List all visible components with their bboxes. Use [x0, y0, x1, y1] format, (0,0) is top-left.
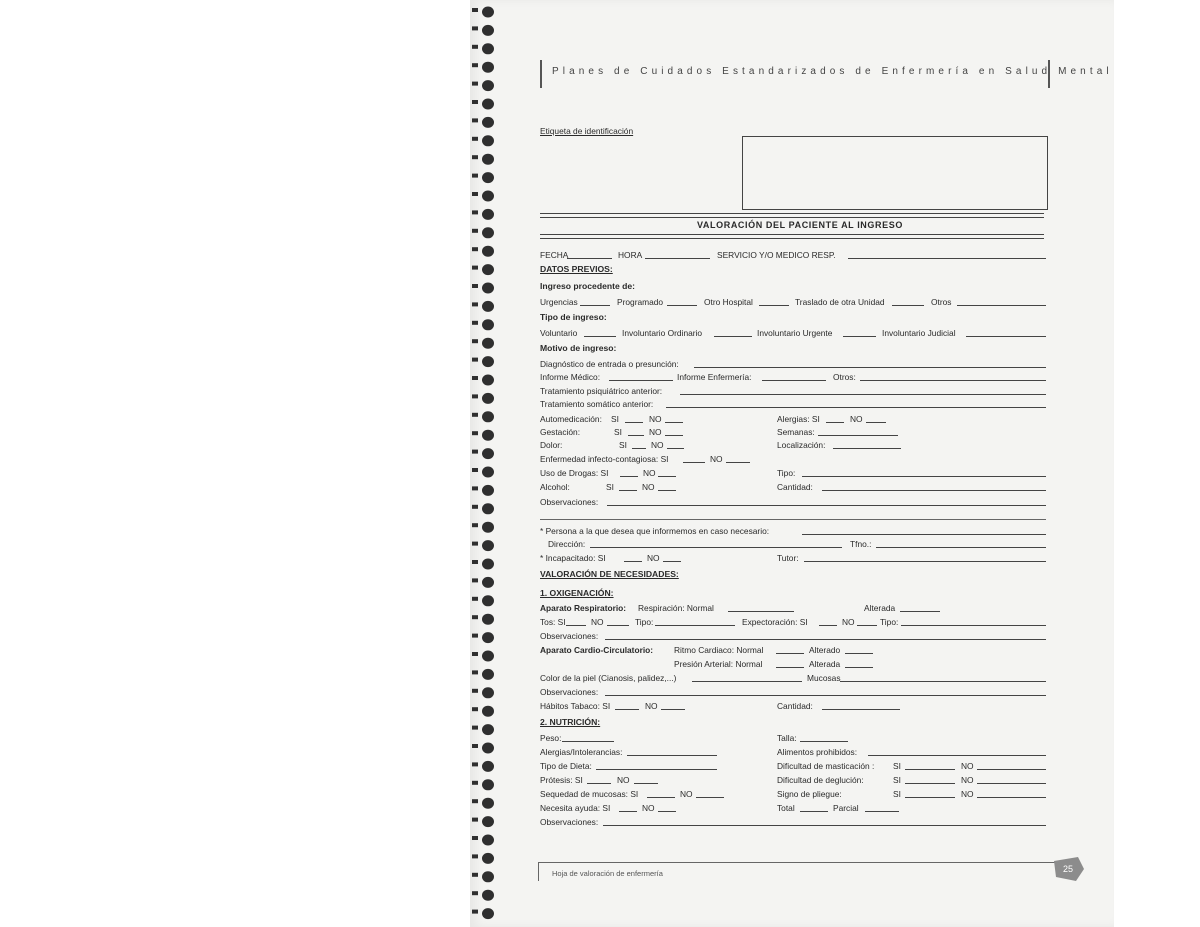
binding-hole — [472, 376, 478, 380]
dolor-label: Dolor: — [540, 440, 563, 450]
binding-ring — [482, 43, 494, 54]
binding-hole — [472, 781, 478, 785]
binding-ring — [482, 779, 494, 790]
motivo-ingreso-heading: Motivo de ingreso: — [540, 343, 617, 353]
binding-ring — [482, 448, 494, 459]
respiracion-normal-field[interactable] — [728, 611, 794, 612]
binding-ring — [482, 393, 494, 404]
dolor-si-label: SI — [619, 440, 627, 450]
binding-hole — [472, 615, 478, 619]
binding-hole — [472, 450, 478, 454]
binding-hole — [472, 836, 478, 840]
enf-infecto-no-field[interactable] — [726, 462, 750, 463]
binding-ring — [482, 246, 494, 257]
hora-field[interactable] — [645, 258, 710, 259]
tipo-dieta-label: Tipo de Dieta: — [540, 761, 592, 771]
binding-hole — [472, 744, 478, 748]
expectoracion-si-field[interactable] — [819, 625, 837, 626]
binding-ring — [482, 227, 494, 238]
involuntario-urgente-field[interactable] — [843, 336, 876, 337]
otros-informe-label: Otros: — [833, 372, 856, 382]
involuntario-judicial-field[interactable] — [966, 336, 1046, 337]
semanas-field[interactable] — [818, 435, 898, 436]
binding-hole — [472, 8, 478, 12]
expectoracion-tipo-label: Tipo: — [880, 617, 899, 627]
observaciones-label: Observaciones: — [540, 497, 599, 507]
binding-hole — [472, 100, 478, 104]
binding-hole — [472, 394, 478, 398]
persona-field[interactable] — [802, 534, 1046, 535]
alergias-intolerancias-label: Alergias/Intolerancias: — [540, 747, 623, 757]
alcohol-si-field[interactable] — [619, 490, 637, 491]
expectoracion-label: Expectoración: SI — [742, 617, 808, 627]
binding-hole — [472, 486, 478, 490]
presion-normal-field[interactable] — [776, 667, 804, 668]
incapacitado-no-label: NO — [647, 553, 660, 563]
informe-enfermeria-field[interactable] — [762, 380, 826, 381]
binding-ring — [482, 319, 494, 330]
binding-hole — [472, 413, 478, 417]
binding-ring — [482, 62, 494, 73]
binding-ring — [482, 724, 494, 735]
binding-ring — [482, 80, 494, 91]
binding-ring — [482, 559, 494, 570]
binding-hole — [472, 597, 478, 601]
uso-drogas-no-label: NO — [643, 468, 656, 478]
uso-drogas-si-field[interactable] — [620, 476, 638, 477]
binding-hole — [472, 707, 478, 711]
oxigenacion-obs2-field[interactable] — [605, 695, 1046, 696]
expectoracion-no-field[interactable] — [857, 625, 877, 626]
deglucion-label: Dificultad de deglución: — [777, 775, 864, 785]
binding-ring — [482, 172, 494, 183]
header-title: Planes de Cuidados Estandarizados de Enfermería en Salud Mental — [552, 66, 1113, 77]
binding-hole — [472, 560, 478, 564]
pliegue-no-label: NO — [961, 789, 974, 799]
binding-ring — [482, 117, 494, 128]
binding-hole — [472, 302, 478, 306]
binding-hole — [472, 523, 478, 527]
header-banner — [540, 60, 1113, 88]
tabaco-cantidad-label: Cantidad: — [777, 701, 813, 711]
alcohol-label: Alcohol: — [540, 482, 570, 492]
masticacion-si-label: SI — [893, 761, 901, 771]
binding-ring — [482, 264, 494, 275]
dolor-no-field[interactable] — [667, 448, 684, 449]
dolor-si-field[interactable] — [632, 448, 646, 449]
binding-ring — [482, 798, 494, 809]
gestacion-si-label: SI — [614, 427, 622, 437]
fecha-field[interactable] — [567, 258, 612, 259]
enf-infecto-label: Enfermedad infecto-contagiosa: SI — [540, 454, 669, 464]
programado-field[interactable] — [667, 305, 697, 306]
gestacion-si-field[interactable] — [628, 435, 644, 436]
trat-som-field[interactable] — [666, 407, 1046, 408]
enf-infecto-no-label: NO — [710, 454, 723, 464]
total-label: Total — [777, 803, 795, 813]
automedicacion-si-field[interactable] — [625, 422, 643, 423]
binding-ring — [482, 25, 494, 36]
binding-ring — [482, 651, 494, 662]
binding-hole — [472, 266, 478, 270]
divider-top — [540, 213, 1044, 218]
oxigenacion-obs2-label: Observaciones: — [540, 687, 599, 697]
nutricion-obs-field[interactable] — [603, 825, 1046, 826]
involuntario-ordinario-label: Involuntario Ordinario — [622, 328, 703, 338]
oxigenacion-obs-label: Observaciones: — [540, 631, 599, 641]
cantidad-alcohol-field[interactable] — [822, 490, 1046, 491]
ritmo-alterado-label: Alterado — [809, 645, 841, 655]
automedicacion-si-label: SI — [611, 414, 619, 424]
programado-label: Programado — [617, 297, 664, 307]
binding-hole — [472, 762, 478, 766]
expectoracion-no-label: NO — [842, 617, 855, 627]
automedicacion-no-field[interactable] — [665, 422, 683, 423]
binding-hole — [472, 339, 478, 343]
binding-hole — [472, 726, 478, 730]
tipo-drogas-label: Tipo: — [777, 468, 796, 478]
binding-ring — [482, 154, 494, 165]
informe-medico-field[interactable] — [609, 380, 673, 381]
direccion-label: Dirección: — [548, 539, 586, 549]
cantidad-alcohol-label: Cantidad: — [777, 482, 813, 492]
masticacion-no-field[interactable] — [977, 769, 1046, 770]
pliegue-si-field[interactable] — [905, 797, 955, 798]
ayuda-label: Necesita ayuda: SI — [540, 803, 611, 813]
binding-hole — [472, 873, 478, 877]
binding-ring — [482, 338, 494, 349]
tabaco-si-field[interactable] — [615, 709, 639, 710]
informe-enfermeria-label: Informe Enfermería: — [677, 372, 752, 382]
binding-hole — [472, 431, 478, 435]
tipo-drogas-field[interactable] — [802, 476, 1046, 477]
binding-hole — [472, 818, 478, 822]
voluntario-field[interactable] — [584, 336, 616, 337]
sequedad-label: Sequedad de mucosas: SI — [540, 789, 639, 799]
binding-ring — [482, 411, 494, 422]
alergias-no-field[interactable] — [866, 422, 886, 423]
persona-label: * Persona a la que desea que informemos en caso necesario: — [540, 526, 770, 536]
gestacion-no-field[interactable] — [665, 435, 683, 436]
nutricion-heading: 2. NUTRICIÓN: — [540, 717, 601, 727]
binding-ring — [482, 191, 494, 202]
oxigenacion-heading: 1. OXIGENACIÓN: — [540, 588, 614, 598]
otro-hospital-label: Otro Hospital — [704, 297, 753, 307]
binding-ring — [482, 540, 494, 551]
binding-hole — [472, 652, 478, 656]
binding-ring — [482, 375, 494, 386]
binding-ring — [482, 485, 494, 496]
urgencias-label: Urgencias — [540, 297, 578, 307]
alergias-no-label: NO — [850, 414, 863, 424]
binding-hole — [472, 578, 478, 582]
tipo-ingreso-heading: Tipo de ingreso: — [540, 312, 607, 322]
presion-alterada-field[interactable] — [845, 667, 873, 668]
localizacion-label: Localización: — [777, 440, 826, 450]
uso-drogas-label: Uso de Drogas: SI — [540, 468, 609, 478]
alergias-si-field[interactable] — [826, 422, 844, 423]
otros-field[interactable] — [957, 305, 1046, 306]
masticacion-no-label: NO — [961, 761, 974, 771]
binding-ring — [482, 99, 494, 110]
deglucion-si-label: SI — [893, 775, 901, 785]
binding-hole — [472, 192, 478, 196]
diagnostico-label: Diagnóstico de entrada o presunción: — [540, 359, 679, 369]
spiral-binding — [470, 0, 498, 927]
protesis-no-label: NO — [617, 775, 630, 785]
oxigenacion-obs-field[interactable] — [605, 639, 1046, 640]
datos-previos-heading: DATOS PREVIOS: — [540, 264, 613, 274]
automedicacion-no-label: NO — [649, 414, 662, 424]
binding-ring — [482, 761, 494, 772]
respiracion-normal-label: Respiración: Normal — [638, 603, 714, 613]
binding-hole — [472, 505, 478, 509]
servicio-label: SERVICIO Y/O MEDICO RESP. — [717, 250, 836, 260]
binding-ring — [482, 356, 494, 367]
binding-hole — [472, 670, 478, 674]
page-number-badge — [1052, 855, 1086, 883]
otro-hospital-field[interactable] — [759, 305, 789, 306]
binding-hole — [472, 118, 478, 122]
binding-hole — [472, 321, 478, 325]
localizacion-field[interactable] — [833, 448, 901, 449]
sequedad-no-field[interactable] — [696, 797, 724, 798]
color-piel-field[interactable] — [692, 681, 802, 682]
dolor-no-label: NO — [651, 440, 664, 450]
talla-label: Talla: — [777, 733, 797, 743]
observaciones-field[interactable] — [607, 505, 1046, 506]
enf-infecto-si-field[interactable] — [683, 462, 705, 463]
expectoracion-tipo-field[interactable] — [901, 625, 1046, 626]
binding-hole — [472, 229, 478, 233]
page-number: 25 — [1062, 864, 1074, 874]
mucosas-field[interactable] — [840, 681, 1046, 682]
binding-ring — [482, 430, 494, 441]
presion-alterada-label: Alterada — [809, 659, 841, 669]
tabaco-no-label: NO — [645, 701, 658, 711]
parcial-field[interactable] — [865, 811, 899, 812]
binding-hole — [472, 891, 478, 895]
binding-hole — [472, 174, 478, 178]
protesis-no-field[interactable] — [634, 783, 658, 784]
servicio-field[interactable] — [848, 258, 1046, 259]
tos-tipo-field[interactable] — [655, 625, 735, 626]
deglucion-no-label: NO — [961, 775, 974, 785]
otros-informe-field[interactable] — [860, 380, 1046, 381]
binding-hole — [472, 155, 478, 159]
incapacitado-label: * Incapacitado: SI — [540, 553, 606, 563]
hora-label: HORA — [618, 250, 643, 260]
incapacitado-no-field[interactable] — [663, 561, 681, 562]
gestacion-no-label: NO — [649, 427, 662, 437]
tos-no-label: NO — [591, 617, 604, 627]
peso-field[interactable] — [562, 741, 614, 742]
trat-psiq-label: Tratamiento psiquiátrico anterior: — [540, 386, 663, 396]
binding-ring — [482, 577, 494, 588]
ayuda-no-label: NO — [642, 803, 655, 813]
protesis-label: Prótesis: SI — [540, 775, 583, 785]
pliegue-label: Signo de pliegue: — [777, 789, 842, 799]
nutricion-obs-label: Observaciones: — [540, 817, 599, 827]
deglucion-si-field[interactable] — [905, 783, 955, 784]
binding-hole — [472, 45, 478, 49]
gestacion-label: Gestación: — [540, 427, 581, 437]
alimentos-prohibidos-field[interactable] — [868, 755, 1046, 756]
binding-ring — [482, 135, 494, 146]
urgencias-field[interactable] — [580, 305, 610, 306]
binding-hole — [472, 82, 478, 86]
fecha-label: FECHA — [540, 250, 569, 260]
total-field[interactable] — [800, 811, 828, 812]
protesis-si-field[interactable] — [587, 783, 611, 784]
masticacion-label: Dificultad de masticación : — [777, 761, 875, 771]
binding-ring — [482, 632, 494, 643]
binding-hole — [472, 284, 478, 288]
sequedad-si-field[interactable] — [647, 797, 675, 798]
traslado-field[interactable] — [892, 305, 924, 306]
binding-ring — [482, 871, 494, 882]
footer-text: Hoja de valoración de enfermería — [552, 869, 663, 878]
informe-medico-label: Informe Médico: — [540, 372, 601, 382]
tos-label: Tos: SI — [540, 617, 566, 627]
alimentos-prohibidos-label: Alimentos prohibidos: — [777, 747, 858, 757]
tabaco-no-field[interactable] — [661, 709, 685, 710]
involuntario-urgente-label: Involuntario Urgente — [757, 328, 833, 338]
uso-drogas-no-field[interactable] — [658, 476, 676, 477]
binding-ring — [482, 614, 494, 625]
masticacion-si-field[interactable] — [905, 769, 955, 770]
peso-label: Peso: — [540, 733, 562, 743]
pliegue-no-field[interactable] — [977, 797, 1046, 798]
binding-ring — [482, 816, 494, 827]
pliegue-si-label: SI — [893, 789, 901, 799]
binding-ring — [482, 743, 494, 754]
ritmo-cardiaco-label: Ritmo Cardiaco: Normal — [674, 645, 764, 655]
presion-arterial-label: Presión Arterial: Normal — [674, 659, 763, 669]
binding-ring — [482, 467, 494, 478]
binding-hole — [472, 358, 478, 362]
direccion-field[interactable] — [590, 547, 842, 548]
respiracion-alterada-label: Alterada — [864, 603, 896, 613]
binding-ring — [482, 687, 494, 698]
binding-hole — [472, 689, 478, 693]
tabaco-label: Hábitos Tabaco: SI — [540, 701, 611, 711]
diagnostico-field[interactable] — [694, 367, 1046, 368]
tos-tipo-label: Tipo: — [635, 617, 654, 627]
voluntario-label: Voluntario — [540, 328, 578, 338]
binding-hole — [472, 247, 478, 251]
otros-label: Otros — [931, 297, 952, 307]
binding-hole — [472, 210, 478, 214]
ingreso-procedente-heading: Ingreso procedente de: — [540, 281, 636, 291]
talla-field[interactable] — [800, 741, 848, 742]
alergias-intolerancias-field[interactable] — [627, 755, 717, 756]
binding-ring — [482, 522, 494, 533]
tfno-label: Tfno.: — [850, 539, 872, 549]
identification-box[interactable] — [742, 136, 1048, 210]
binding-ring — [482, 301, 494, 312]
valoracion-necesidades-heading: VALORACIÓN DE NECESIDADES: — [540, 569, 679, 579]
ritmo-normal-field[interactable] — [776, 653, 804, 654]
etiqueta-label: Etiqueta de identificación — [540, 126, 634, 136]
binding-hole — [472, 799, 478, 803]
color-piel-label: Color de la piel (Cianosis, palidez,...) — [540, 673, 677, 683]
binding-ring — [482, 209, 494, 220]
alcohol-no-field[interactable] — [658, 490, 676, 491]
traslado-label: Traslado de otra Unidad — [795, 297, 885, 307]
binding-ring — [482, 835, 494, 846]
deglucion-no-field[interactable] — [977, 783, 1046, 784]
automedicacion-label: Automedicación: — [540, 414, 602, 424]
alcohol-no-label: NO — [642, 482, 655, 492]
ayuda-si-field[interactable] — [619, 811, 637, 812]
parcial-label: Parcial — [833, 803, 859, 813]
binding-ring — [482, 890, 494, 901]
binding-hole — [472, 137, 478, 141]
tipo-dieta-field[interactable] — [596, 769, 717, 770]
trat-psiq-field[interactable] — [680, 394, 1046, 395]
binding-ring — [482, 669, 494, 680]
binding-hole — [472, 542, 478, 546]
observaciones-line-2[interactable] — [540, 519, 1046, 520]
tutor-field[interactable] — [804, 561, 1046, 562]
respiracion-alterada-field[interactable] — [900, 611, 940, 612]
binding-hole — [472, 468, 478, 472]
tos-si-field[interactable] — [566, 625, 586, 626]
aparato-respiratorio-label: Aparato Respiratorio: — [540, 603, 627, 613]
alergias-label: Alergias: SI — [777, 414, 820, 424]
alcohol-si-label: SI — [606, 482, 614, 492]
tos-no-field[interactable] — [607, 625, 629, 626]
binding-ring — [482, 595, 494, 606]
incapacitado-si-field[interactable] — [624, 561, 642, 562]
binding-hole — [472, 634, 478, 638]
semanas-label: Semanas: — [777, 427, 815, 437]
binding-hole — [472, 910, 478, 914]
ayuda-no-field[interactable] — [658, 811, 676, 812]
tutor-label: Tutor: — [777, 553, 799, 563]
section-title: VALORACIÓN DEL PACIENTE AL INGRESO — [697, 220, 903, 230]
binding-hole — [472, 63, 478, 67]
sequedad-no-label: NO — [680, 789, 693, 799]
binding-ring — [482, 853, 494, 864]
mucosas-label: Mucosas — [807, 673, 841, 683]
binding-ring — [482, 706, 494, 717]
binding-ring — [482, 7, 494, 18]
involuntario-judicial-label: Involuntario Judicial — [882, 328, 956, 338]
binding-ring — [482, 908, 494, 919]
trat-som-label: Tratamiento somático anterior: — [540, 399, 654, 409]
ritmo-alterado-field[interactable] — [845, 653, 873, 654]
binding-ring — [482, 503, 494, 514]
binding-ring — [482, 283, 494, 294]
binding-hole — [472, 854, 478, 858]
aparato-cardio-label: Aparato Cardio-Circulatorio: — [540, 645, 654, 655]
tabaco-cantidad-field[interactable] — [822, 709, 900, 710]
binding-hole — [472, 26, 478, 30]
involuntario-ordinario-field[interactable] — [714, 336, 752, 337]
tfno-field[interactable] — [876, 547, 1046, 548]
divider-bottom — [540, 234, 1044, 239]
